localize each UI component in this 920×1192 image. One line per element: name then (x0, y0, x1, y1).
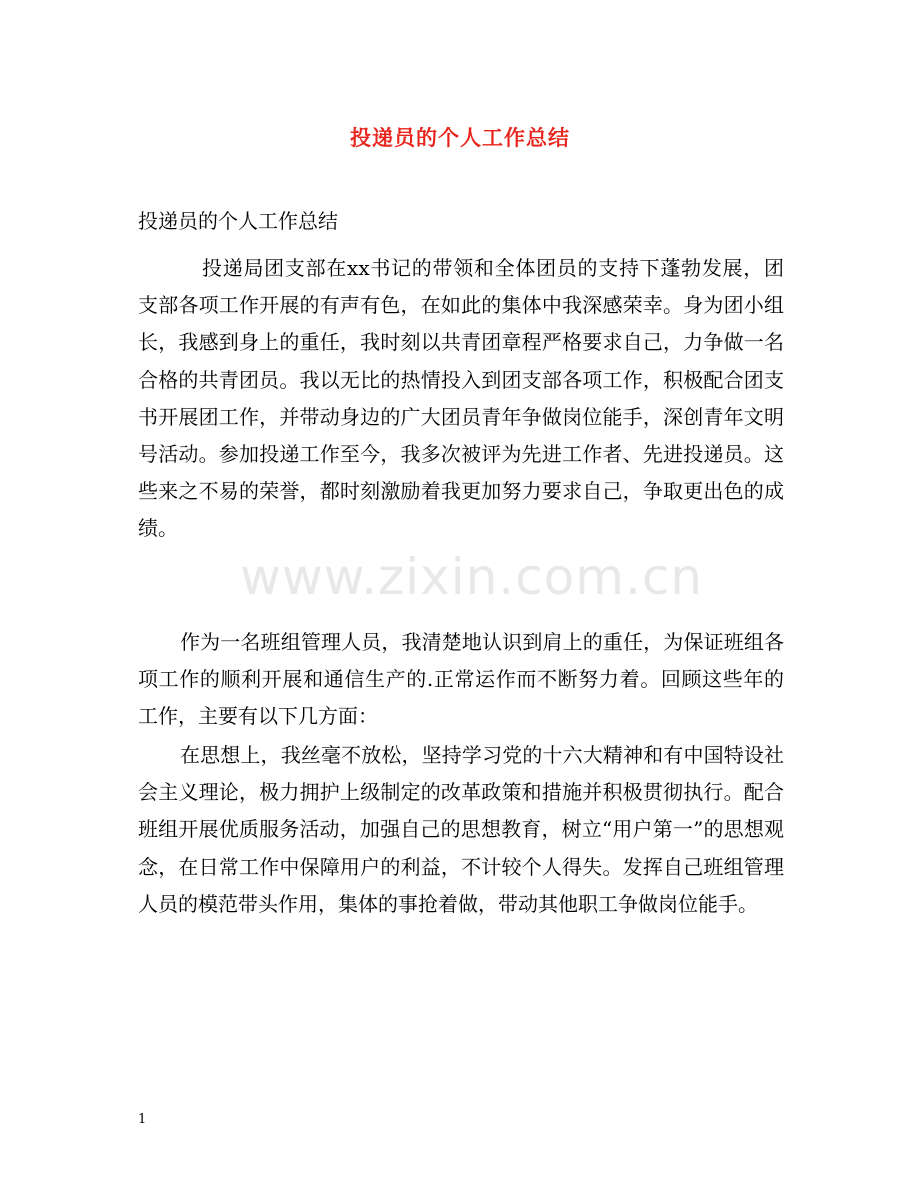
page-number: 1 (138, 1112, 147, 1127)
paragraph-2: 作为一名班组管理人员，我清楚地认识到肩上的重任，为保证班组各项工作的顺利开展和通信生产的.正常运作而不断努力着。回顾这些年的工作，主要有以下几方面： (138, 630, 784, 729)
watermark: www.zixin.com.cn (240, 548, 704, 606)
document-subtitle: 投递员的个人工作总结 (138, 209, 338, 233)
paragraph-1: 投递局团支部在xx书记的带领和全体团员的支持下蓬勃发展，团支部各项工作开展的有声有色，在如此的集体中我深感荣幸。身为团小组长，我感到身上的重任，我时刻以共青团章程严格要求自己，力争做一名合格的共青团员。我以无比的热情投入到团支部各项工作，积极配合团支书开展团工作，并带动身边的广大团员青年争做岗位能手，深创青年文明号活动。参加投递工作至今，我多次被评为先进工作者、先进投递员。这些来之不易的荣誉，都时刻激励着我更加努力要求自己，争取更出色的成绩。 (138, 256, 784, 541)
document-title: 投递员的个人工作总结 (350, 125, 570, 150)
paragraph-3: 在思想上，我丝毫不放松，坚持学习党的十六大精神和有中国特设社会主义理论，极力拥护上级制定的改革政策和措施并积极贯彻执行。配合班组开展优质服务活动，加强自己的思想教育，树立“用户第一”的思想观念，在日常工作中保障用户的利益，不计较个人得失。发挥自己班组管理人员的模范带头作用，集体的事抢着做，带动其他职工争做岗位能手。 (138, 743, 784, 916)
